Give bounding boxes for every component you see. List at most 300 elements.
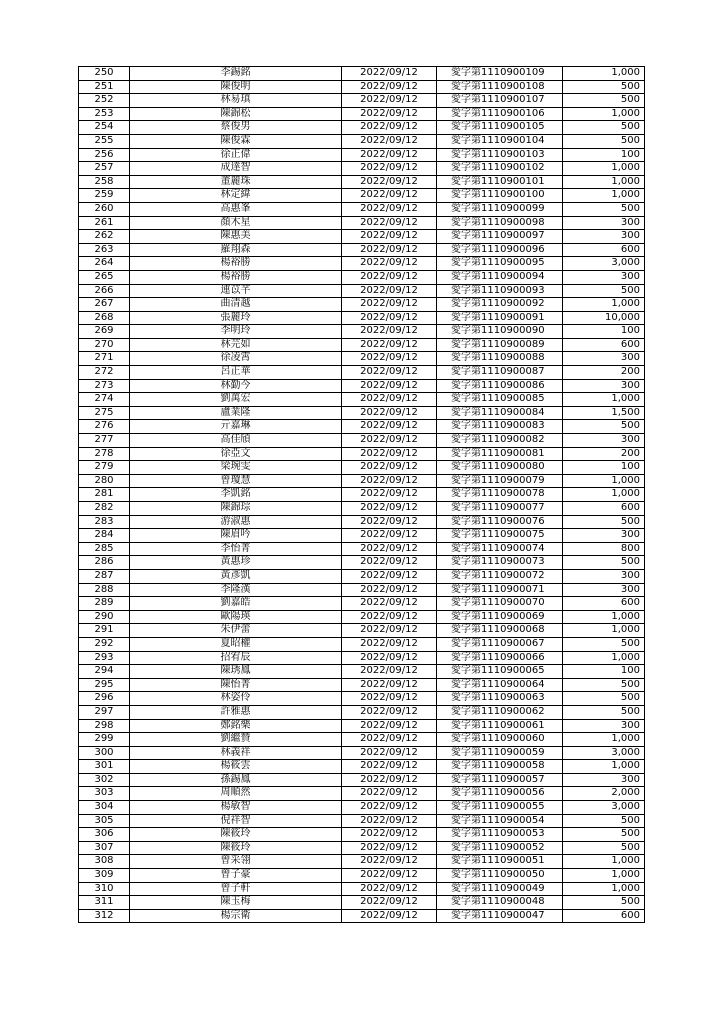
- row-number-cell: 292: [79, 637, 130, 651]
- donor-name-cell: 梁琬雯: [130, 461, 342, 475]
- donor-name-cell: 林芫如: [130, 338, 342, 352]
- donation-date-cell: 2022/09/12: [342, 869, 437, 883]
- receipt-number-cell: 愛字第1110900077: [437, 502, 563, 516]
- row-number-cell: 289: [79, 597, 130, 611]
- donor-name-cell: 高惠峯: [130, 202, 342, 216]
- donation-date-cell: 2022/09/12: [342, 569, 437, 583]
- receipt-number-cell: 愛字第1110900062: [437, 705, 563, 719]
- donation-date-cell: 2022/09/12: [342, 352, 437, 366]
- receipt-number-cell: 愛字第1110900052: [437, 841, 563, 855]
- receipt-number-cell: 愛字第1110900049: [437, 882, 563, 896]
- donation-amount-cell: 500: [563, 828, 645, 842]
- donation-date-cell: 2022/09/12: [342, 134, 437, 148]
- donation-amount-cell: 200: [563, 447, 645, 461]
- table-row: [79, 338, 645, 352]
- donation-date-cell: 2022/09/12: [342, 434, 437, 448]
- row-number-cell: 291: [79, 624, 130, 638]
- receipt-number-cell: 愛字第1110900102: [437, 162, 563, 176]
- donor-name-cell: 曾子豪: [130, 869, 342, 883]
- donor-name-cell: 陳筱玲: [130, 828, 342, 842]
- donation-date-cell: 2022/09/12: [342, 529, 437, 543]
- receipt-number-cell: 愛字第1110900085: [437, 393, 563, 407]
- donation-amount-cell: 1,000: [563, 298, 645, 312]
- table-row: [79, 610, 645, 624]
- donor-name-cell: 歐陽瑛: [130, 610, 342, 624]
- receipt-number-cell: 愛字第1110900109: [437, 67, 563, 81]
- receipt-number-cell: 愛字第1110900107: [437, 94, 563, 108]
- row-number-cell: 286: [79, 556, 130, 570]
- row-number-cell: 309: [79, 869, 130, 883]
- receipt-number-cell: 愛字第1110900061: [437, 719, 563, 733]
- receipt-number-cell: 愛字第1110900065: [437, 665, 563, 679]
- table-row: [79, 773, 645, 787]
- row-number-cell: 301: [79, 760, 130, 774]
- donation-date-cell: 2022/09/12: [342, 692, 437, 706]
- table-row: [79, 529, 645, 543]
- row-number-cell: 294: [79, 665, 130, 679]
- donor-name-cell: 周順然: [130, 787, 342, 801]
- row-number-cell: 258: [79, 175, 130, 189]
- donor-name-cell: 陳琇鳳: [130, 665, 342, 679]
- table-row: [79, 420, 645, 434]
- receipt-number-cell: 愛字第1110900070: [437, 597, 563, 611]
- donation-date-cell: 2022/09/12: [342, 488, 437, 502]
- donor-name-cell: 劉萬宏: [130, 393, 342, 407]
- row-number-cell: 300: [79, 746, 130, 760]
- receipt-number-cell: 愛字第1110900097: [437, 230, 563, 244]
- row-number-cell: 276: [79, 420, 130, 434]
- row-number-cell: 285: [79, 542, 130, 556]
- table-row: [79, 121, 645, 135]
- table-row: [79, 556, 645, 570]
- donor-name-cell: 陳筱玲: [130, 841, 342, 855]
- donation-amount-cell: 500: [563, 637, 645, 651]
- donor-name-cell: 徐正偉: [130, 148, 342, 162]
- receipt-number-cell: 愛字第1110900079: [437, 474, 563, 488]
- row-number-cell: 268: [79, 311, 130, 325]
- row-number-cell: 269: [79, 325, 130, 339]
- donation-amount-cell: 500: [563, 896, 645, 910]
- donation-date-cell: 2022/09/12: [342, 855, 437, 869]
- table-row: [79, 637, 645, 651]
- donor-name-cell: 徐凌霄: [130, 352, 342, 366]
- donation-date-cell: 2022/09/12: [342, 393, 437, 407]
- table-row: [79, 760, 645, 774]
- donation-amount-cell: 500: [563, 121, 645, 135]
- receipt-number-cell: 愛字第1110900075: [437, 529, 563, 543]
- donation-amount-cell: 3,000: [563, 801, 645, 815]
- donation-amount-cell: 300: [563, 270, 645, 284]
- table-row: [79, 828, 645, 842]
- receipt-number-cell: 愛字第1110900090: [437, 325, 563, 339]
- donation-amount-cell: 1,000: [563, 882, 645, 896]
- donation-amount-cell: 1,000: [563, 107, 645, 121]
- donation-date-cell: 2022/09/12: [342, 379, 437, 393]
- donor-name-cell: 林義祥: [130, 746, 342, 760]
- table-row: [79, 67, 645, 81]
- receipt-number-cell: 愛字第1110900108: [437, 80, 563, 94]
- table-row: [79, 733, 645, 747]
- table-row: [79, 882, 645, 896]
- donation-amount-cell: 800: [563, 542, 645, 556]
- donation-date-cell: 2022/09/12: [342, 882, 437, 896]
- donor-name-cell: 徐亞文: [130, 447, 342, 461]
- row-number-cell: 281: [79, 488, 130, 502]
- donation-date-cell: 2022/09/12: [342, 230, 437, 244]
- row-number-cell: 256: [79, 148, 130, 162]
- table-row: [79, 855, 645, 869]
- row-number-cell: 280: [79, 474, 130, 488]
- table-row: [79, 692, 645, 706]
- receipt-number-cell: 愛字第1110900069: [437, 610, 563, 624]
- donation-amount-cell: 200: [563, 366, 645, 380]
- receipt-number-cell: 愛字第1110900087: [437, 366, 563, 380]
- donor-name-cell: 楊筱雲: [130, 760, 342, 774]
- donation-amount-cell: 600: [563, 243, 645, 257]
- receipt-number-cell: 愛字第1110900080: [437, 461, 563, 475]
- donor-name-cell: 曾瓊慧: [130, 474, 342, 488]
- donation-date-cell: 2022/09/12: [342, 338, 437, 352]
- donor-name-cell: 李錫銘: [130, 67, 342, 81]
- donation-amount-cell: 500: [563, 678, 645, 692]
- donation-date-cell: 2022/09/12: [342, 542, 437, 556]
- donor-name-cell: 林易瑱: [130, 94, 342, 108]
- row-number-cell: 259: [79, 189, 130, 203]
- receipt-number-cell: 愛字第1110900067: [437, 637, 563, 651]
- receipt-number-cell: 愛字第1110900095: [437, 257, 563, 271]
- receipt-number-cell: 愛字第1110900105: [437, 121, 563, 135]
- table-row: [79, 284, 645, 298]
- table-row: [79, 216, 645, 230]
- row-number-cell: 304: [79, 801, 130, 815]
- donation-amount-cell: 3,000: [563, 746, 645, 760]
- row-number-cell: 257: [79, 162, 130, 176]
- donor-name-cell: 盧業隆: [130, 406, 342, 420]
- donor-name-cell: 陳俊明: [130, 80, 342, 94]
- donation-date-cell: 2022/09/12: [342, 719, 437, 733]
- donor-name-cell: 楊裕勝: [130, 270, 342, 284]
- donation-amount-cell: 300: [563, 379, 645, 393]
- receipt-number-cell: 愛字第1110900082: [437, 434, 563, 448]
- donor-name-cell: 夏昭權: [130, 637, 342, 651]
- receipt-number-cell: 愛字第1110900089: [437, 338, 563, 352]
- donation-amount-cell: 1,000: [563, 610, 645, 624]
- row-number-cell: 302: [79, 773, 130, 787]
- donor-name-cell: 亓嘉琳: [130, 420, 342, 434]
- donation-amount-cell: 1,000: [563, 488, 645, 502]
- table-row: [79, 841, 645, 855]
- table-row: [79, 515, 645, 529]
- row-number-cell: 290: [79, 610, 130, 624]
- receipt-number-cell: 愛字第1110900104: [437, 134, 563, 148]
- receipt-number-cell: 愛字第1110900098: [437, 216, 563, 230]
- donation-date-cell: 2022/09/12: [342, 461, 437, 475]
- row-number-cell: 296: [79, 692, 130, 706]
- donation-amount-cell: 500: [563, 420, 645, 434]
- donor-name-cell: 朱伊蕾: [130, 624, 342, 638]
- table-row: [79, 434, 645, 448]
- receipt-number-cell: 愛字第1110900058: [437, 760, 563, 774]
- donation-date-cell: 2022/09/12: [342, 909, 437, 923]
- receipt-number-cell: 愛字第1110900050: [437, 869, 563, 883]
- donor-name-cell: 游淑惠: [130, 515, 342, 529]
- receipt-number-cell: 愛字第1110900054: [437, 814, 563, 828]
- table-row: [79, 162, 645, 176]
- table-row: [79, 311, 645, 325]
- donor-name-cell: 李怡菁: [130, 542, 342, 556]
- donation-amount-cell: 500: [563, 556, 645, 570]
- donation-amount-cell: 1,000: [563, 393, 645, 407]
- donor-name-cell: 呂正華: [130, 366, 342, 380]
- row-number-cell: 295: [79, 678, 130, 692]
- table-row: [79, 366, 645, 380]
- donor-name-cell: 楊宗衛: [130, 909, 342, 923]
- receipt-number-cell: 愛字第1110900072: [437, 569, 563, 583]
- table-row: [79, 148, 645, 162]
- receipt-number-cell: 愛字第1110900055: [437, 801, 563, 815]
- donation-amount-cell: 500: [563, 94, 645, 108]
- donation-date-cell: 2022/09/12: [342, 80, 437, 94]
- donation-amount-cell: 1,000: [563, 624, 645, 638]
- row-number-cell: 265: [79, 270, 130, 284]
- row-number-cell: 288: [79, 583, 130, 597]
- receipt-number-cell: 愛字第1110900066: [437, 651, 563, 665]
- donor-name-cell: 連苡芊: [130, 284, 342, 298]
- donation-date-cell: 2022/09/12: [342, 284, 437, 298]
- donation-date-cell: 2022/09/12: [342, 216, 437, 230]
- row-number-cell: 287: [79, 569, 130, 583]
- donation-amount-cell: 500: [563, 814, 645, 828]
- donation-amount-cell: 600: [563, 909, 645, 923]
- donor-name-cell: 陳俊霖: [130, 134, 342, 148]
- row-number-cell: 255: [79, 134, 130, 148]
- donor-name-cell: 李隆漢: [130, 583, 342, 597]
- donor-name-cell: 劉繼贊: [130, 733, 342, 747]
- row-number-cell: 271: [79, 352, 130, 366]
- table-row: [79, 175, 645, 189]
- donor-name-cell: 林勤今: [130, 379, 342, 393]
- donation-date-cell: 2022/09/12: [342, 202, 437, 216]
- donation-date-cell: 2022/09/12: [342, 773, 437, 787]
- donation-amount-cell: 500: [563, 134, 645, 148]
- donation-amount-cell: 100: [563, 665, 645, 679]
- table-row: [79, 406, 645, 420]
- row-number-cell: 279: [79, 461, 130, 475]
- table-row: [79, 569, 645, 583]
- table-row: [79, 393, 645, 407]
- row-number-cell: 305: [79, 814, 130, 828]
- receipt-number-cell: 愛字第1110900071: [437, 583, 563, 597]
- donor-name-cell: 黃彥凱: [130, 569, 342, 583]
- row-number-cell: 251: [79, 80, 130, 94]
- donation-amount-cell: 300: [563, 352, 645, 366]
- donation-date-cell: 2022/09/12: [342, 121, 437, 135]
- table-row: [79, 189, 645, 203]
- donor-name-cell: 孫錫鳳: [130, 773, 342, 787]
- donation-amount-cell: 300: [563, 773, 645, 787]
- table-row: [79, 107, 645, 121]
- donation-date-cell: 2022/09/12: [342, 597, 437, 611]
- donation-amount-cell: 1,000: [563, 855, 645, 869]
- donation-amount-cell: 1,000: [563, 175, 645, 189]
- row-number-cell: 260: [79, 202, 130, 216]
- donor-name-cell: 楊敏智: [130, 801, 342, 815]
- donation-date-cell: 2022/09/12: [342, 67, 437, 81]
- donation-amount-cell: 500: [563, 284, 645, 298]
- donation-date-cell: 2022/09/12: [342, 556, 437, 570]
- row-number-cell: 263: [79, 243, 130, 257]
- table-row: [79, 624, 645, 638]
- donation-amount-cell: 600: [563, 502, 645, 516]
- table-row: [79, 325, 645, 339]
- receipt-number-cell: 愛字第1110900048: [437, 896, 563, 910]
- donation-amount-cell: 1,500: [563, 406, 645, 420]
- donation-amount-cell: 300: [563, 583, 645, 597]
- row-number-cell: 272: [79, 366, 130, 380]
- receipt-number-cell: 愛字第1110900093: [437, 284, 563, 298]
- row-number-cell: 261: [79, 216, 130, 230]
- receipt-number-cell: 愛字第1110900057: [437, 773, 563, 787]
- table-row: [79, 705, 645, 719]
- donation-date-cell: 2022/09/12: [342, 502, 437, 516]
- table-row: [79, 243, 645, 257]
- donation-amount-cell: 1,000: [563, 474, 645, 488]
- donation-date-cell: 2022/09/12: [342, 896, 437, 910]
- donation-amount-cell: 300: [563, 719, 645, 733]
- donor-name-cell: 陳錦松: [130, 107, 342, 121]
- receipt-number-cell: 愛字第1110900088: [437, 352, 563, 366]
- donation-date-cell: 2022/09/12: [342, 175, 437, 189]
- donation-amount-cell: 500: [563, 841, 645, 855]
- donation-table-body: [79, 67, 645, 923]
- donation-amount-cell: 1,000: [563, 651, 645, 665]
- row-number-cell: 274: [79, 393, 130, 407]
- receipt-number-cell: 愛字第1110900086: [437, 379, 563, 393]
- donation-date-cell: 2022/09/12: [342, 814, 437, 828]
- donation-date-cell: 2022/09/12: [342, 257, 437, 271]
- row-number-cell: 299: [79, 733, 130, 747]
- table-row: [79, 257, 645, 271]
- donor-name-cell: 曾采翎: [130, 855, 342, 869]
- row-number-cell: 312: [79, 909, 130, 923]
- receipt-number-cell: 愛字第1110900056: [437, 787, 563, 801]
- donor-name-cell: 劉嘉皓: [130, 597, 342, 611]
- donation-date-cell: 2022/09/12: [342, 243, 437, 257]
- donation-amount-cell: 1,000: [563, 760, 645, 774]
- table-row: [79, 447, 645, 461]
- donation-date-cell: 2022/09/12: [342, 787, 437, 801]
- row-number-cell: 266: [79, 284, 130, 298]
- row-number-cell: 262: [79, 230, 130, 244]
- donor-name-cell: 倪祥智: [130, 814, 342, 828]
- receipt-number-cell: 愛字第1110900073: [437, 556, 563, 570]
- row-number-cell: 310: [79, 882, 130, 896]
- donation-amount-cell: 300: [563, 434, 645, 448]
- receipt-number-cell: 愛字第1110900060: [437, 733, 563, 747]
- row-number-cell: 306: [79, 828, 130, 842]
- receipt-number-cell: 愛字第1110900096: [437, 243, 563, 257]
- table-row: [79, 746, 645, 760]
- table-row: [79, 270, 645, 284]
- donation-amount-cell: 100: [563, 325, 645, 339]
- table-row: [79, 298, 645, 312]
- donation-date-cell: 2022/09/12: [342, 148, 437, 162]
- donation-date-cell: 2022/09/12: [342, 610, 437, 624]
- table-row: [79, 869, 645, 883]
- receipt-number-cell: 愛字第1110900094: [437, 270, 563, 284]
- row-number-cell: 284: [79, 529, 130, 543]
- row-number-cell: 278: [79, 447, 130, 461]
- donation-date-cell: 2022/09/12: [342, 94, 437, 108]
- row-number-cell: 254: [79, 121, 130, 135]
- donation-amount-cell: 500: [563, 202, 645, 216]
- donation-date-cell: 2022/09/12: [342, 678, 437, 692]
- row-number-cell: 267: [79, 298, 130, 312]
- donor-name-cell: 陳眉吟: [130, 529, 342, 543]
- receipt-number-cell: 愛字第1110900083: [437, 420, 563, 434]
- receipt-number-cell: 愛字第1110900078: [437, 488, 563, 502]
- donation-amount-cell: 600: [563, 597, 645, 611]
- donation-date-cell: 2022/09/12: [342, 366, 437, 380]
- receipt-number-cell: 愛字第1110900064: [437, 678, 563, 692]
- donation-date-cell: 2022/09/12: [342, 760, 437, 774]
- donation-date-cell: 2022/09/12: [342, 733, 437, 747]
- donor-name-cell: 羅翔森: [130, 243, 342, 257]
- donor-name-cell: 董麗珠: [130, 175, 342, 189]
- donation-date-cell: 2022/09/12: [342, 325, 437, 339]
- table-row: [79, 583, 645, 597]
- row-number-cell: 298: [79, 719, 130, 733]
- donation-date-cell: 2022/09/12: [342, 474, 437, 488]
- donor-name-cell: 陳玉梅: [130, 896, 342, 910]
- donation-amount-cell: 300: [563, 569, 645, 583]
- donor-name-cell: 顏木星: [130, 216, 342, 230]
- donation-date-cell: 2022/09/12: [342, 107, 437, 121]
- donor-name-cell: 李明玲: [130, 325, 342, 339]
- table-row: [79, 352, 645, 366]
- row-number-cell: 253: [79, 107, 130, 121]
- donation-date-cell: 2022/09/12: [342, 637, 437, 651]
- donor-name-cell: 楊裕勝: [130, 257, 342, 271]
- donor-name-cell: 蔡俊男: [130, 121, 342, 135]
- table-row: [79, 909, 645, 923]
- donor-name-cell: 陳怡菁: [130, 678, 342, 692]
- receipt-number-cell: 愛字第1110900051: [437, 855, 563, 869]
- table-row: [79, 379, 645, 393]
- table-row: [79, 678, 645, 692]
- row-number-cell: 283: [79, 515, 130, 529]
- donation-date-cell: 2022/09/12: [342, 583, 437, 597]
- donor-name-cell: 陳惠美: [130, 230, 342, 244]
- donation-amount-cell: 1,000: [563, 67, 645, 81]
- donation-date-cell: 2022/09/12: [342, 298, 437, 312]
- donation-date-cell: 2022/09/12: [342, 828, 437, 842]
- table-row: [79, 230, 645, 244]
- donor-name-cell: 林姿伶: [130, 692, 342, 706]
- donation-amount-cell: 100: [563, 461, 645, 475]
- donation-date-cell: 2022/09/12: [342, 801, 437, 815]
- donor-name-cell: 鄭銘樂: [130, 719, 342, 733]
- table-row: [79, 801, 645, 815]
- row-number-cell: 277: [79, 434, 130, 448]
- row-number-cell: 264: [79, 257, 130, 271]
- donor-name-cell: 高佳頎: [130, 434, 342, 448]
- donation-date-cell: 2022/09/12: [342, 311, 437, 325]
- donation-amount-cell: 500: [563, 80, 645, 94]
- receipt-number-cell: 愛字第1110900059: [437, 746, 563, 760]
- receipt-number-cell: 愛字第1110900084: [437, 406, 563, 420]
- table-row: [79, 202, 645, 216]
